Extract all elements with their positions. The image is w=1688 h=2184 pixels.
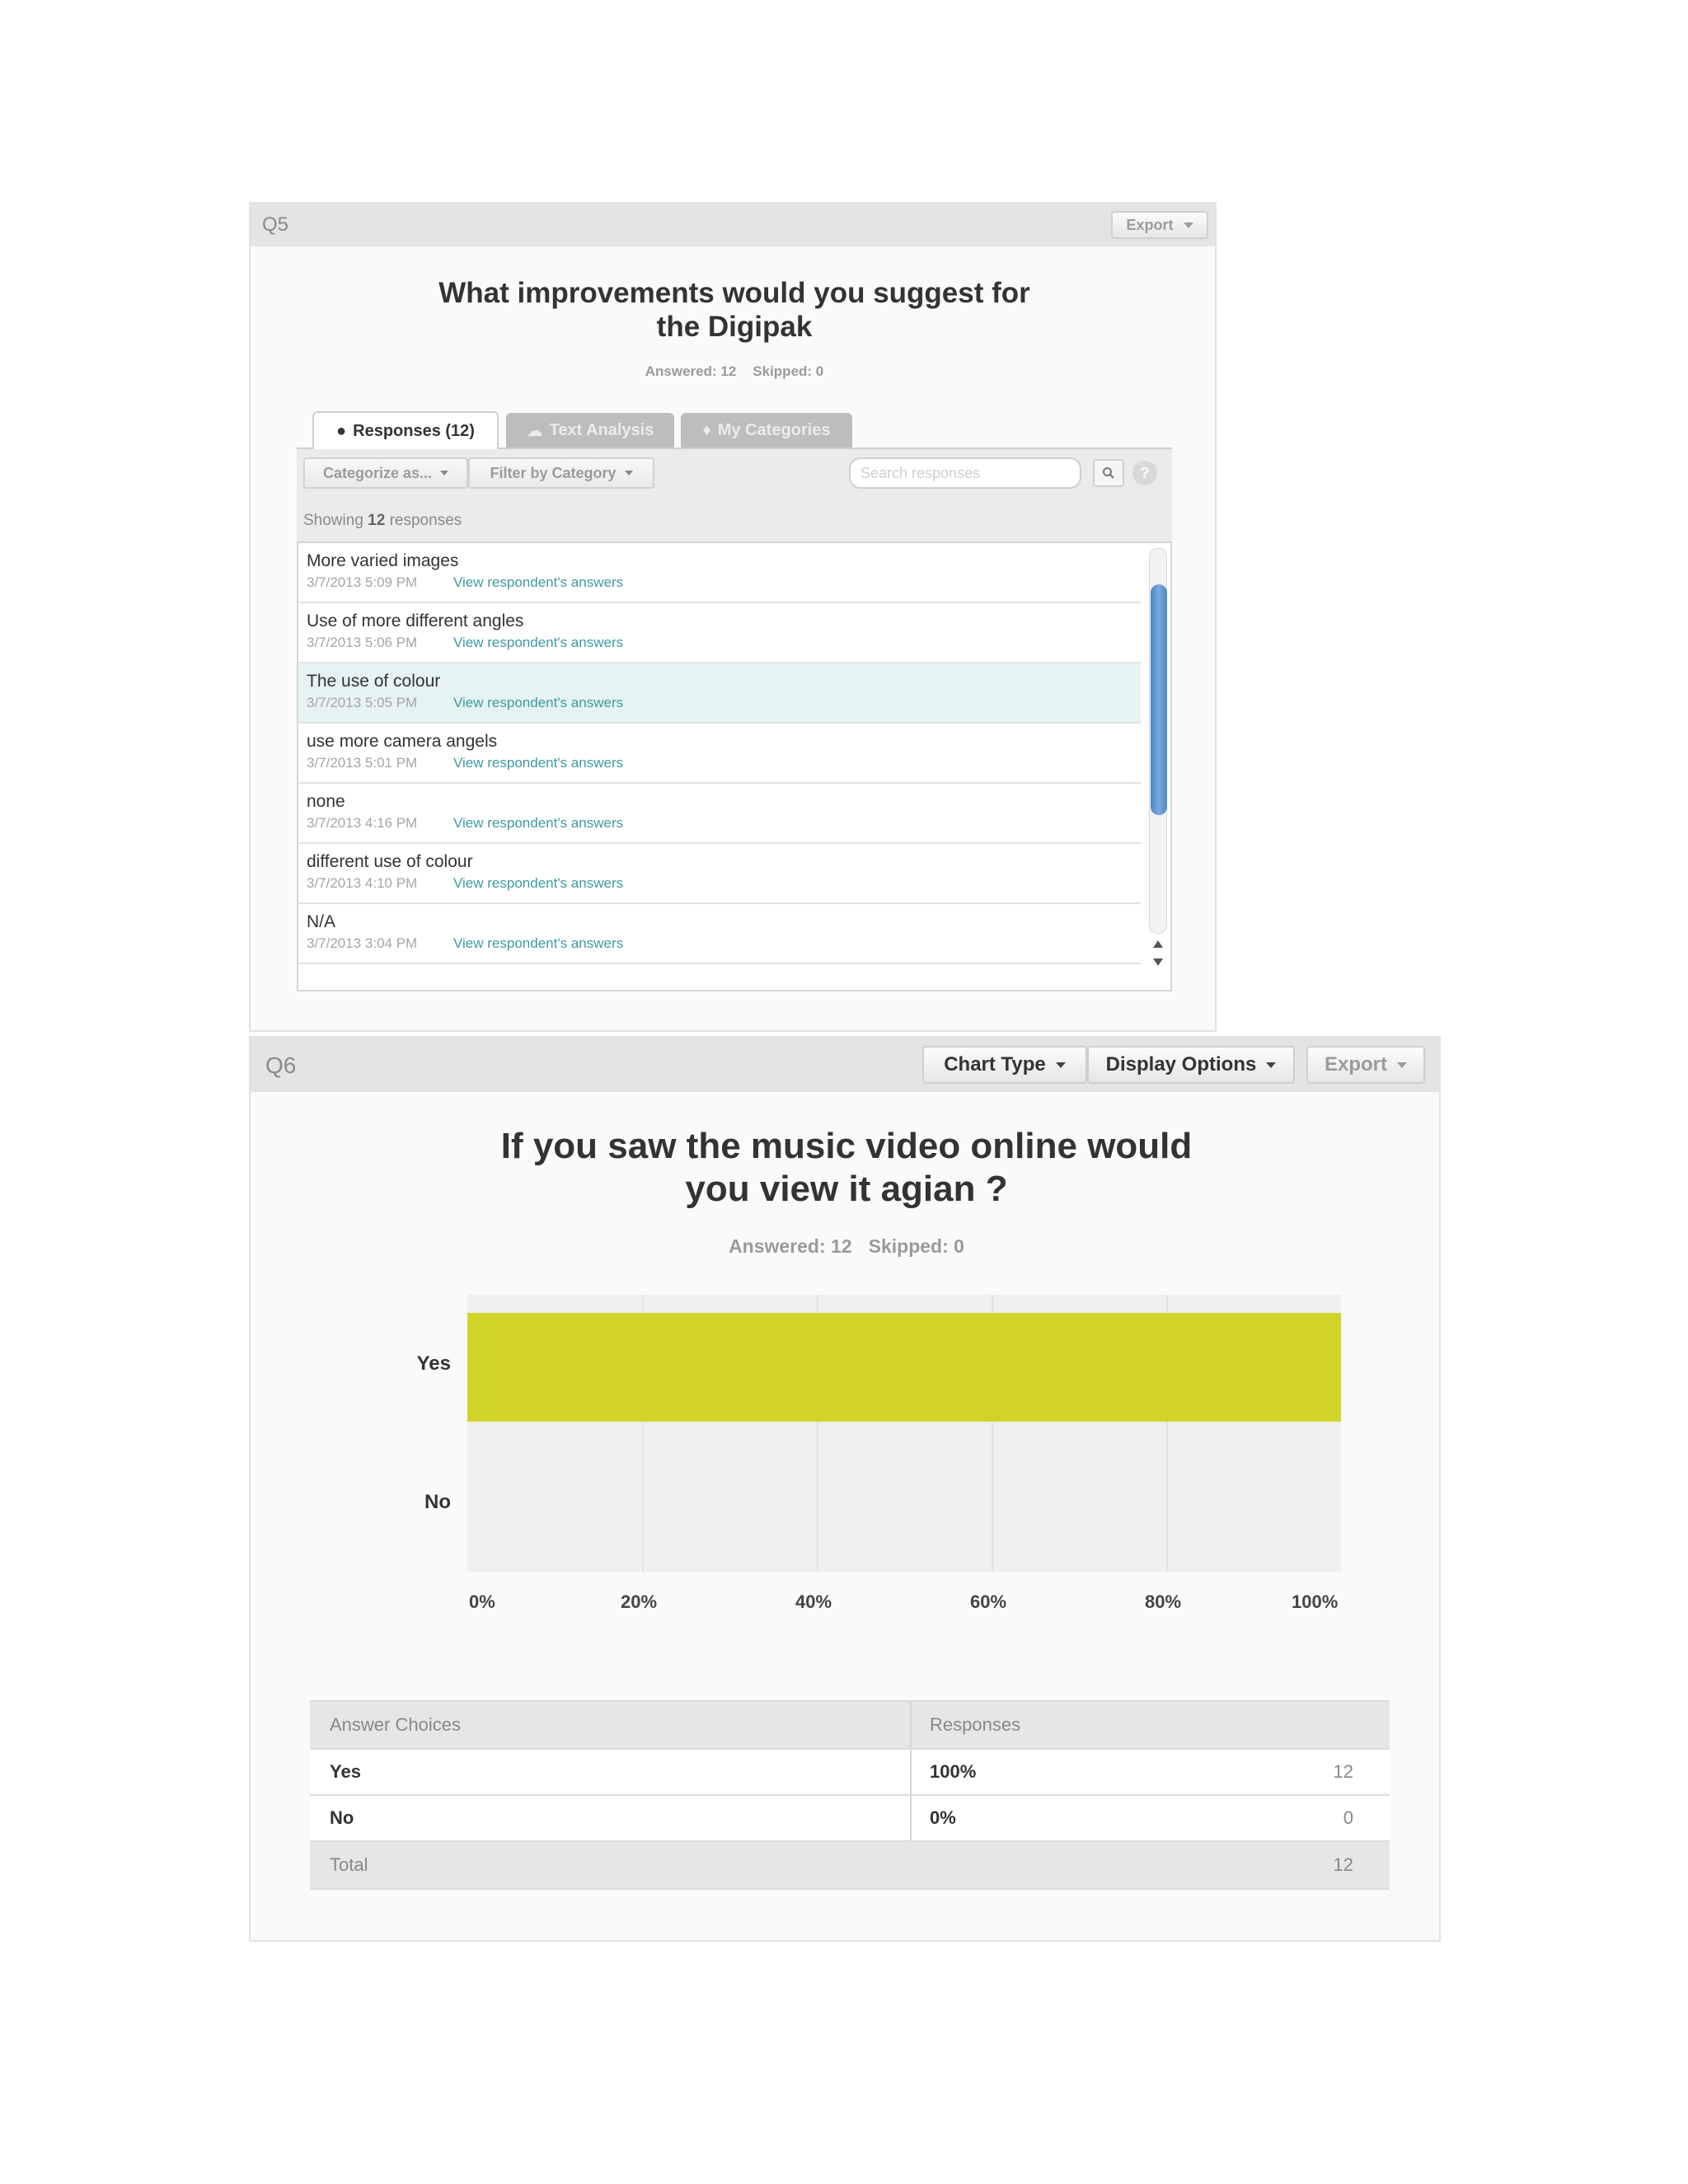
- q5-title-line1: What improvements would you suggest for: [438, 277, 1030, 309]
- header-responses: Responses: [930, 1714, 1021, 1735]
- response-date: 3/7/2013 4:10 PM: [307, 875, 418, 891]
- showing-count-text: [303, 512, 462, 530]
- response-date: 3/7/2013 5:09 PM: [307, 574, 418, 590]
- header-answer-choices: Answer Choices: [330, 1714, 461, 1735]
- responses-toolbar: [297, 449, 1172, 541]
- scrollbar-thumb[interactable]: [1151, 584, 1167, 815]
- categorize-as-dropdown[interactable]: [303, 457, 468, 489]
- q6-panel: [249, 1036, 1441, 1942]
- filter-by-category-dropdown[interactable]: [468, 457, 654, 489]
- y-tick-label: No: [424, 1491, 451, 1513]
- x-tick-label: 100%: [1292, 1591, 1339, 1612]
- row-count: 12: [1333, 1761, 1353, 1782]
- row-count: 0: [1343, 1807, 1353, 1828]
- x-tick-label: 80%: [1145, 1591, 1182, 1612]
- list-item[interactable]: [298, 663, 1141, 724]
- q5-title-line2: the Digipak: [656, 311, 813, 343]
- chart-type-label: Chart Type: [944, 1053, 1046, 1076]
- list-item[interactable]: [298, 844, 1141, 904]
- q6-skipped: Skipped: 0: [868, 1235, 964, 1257]
- view-respondent-answers-link[interactable]: View respondent's answers: [453, 935, 624, 951]
- response-text: different use of colour: [307, 852, 473, 871]
- list-item[interactable]: [298, 904, 1141, 964]
- response-date: 3/7/2013 5:05 PM: [307, 695, 418, 710]
- column-divider: [910, 1702, 912, 1748]
- x-tick-label: 20%: [621, 1591, 658, 1612]
- search-placeholder: Search responses: [860, 464, 981, 481]
- q5-header: [251, 204, 1215, 246]
- q5-answered: Answered: 12: [645, 363, 737, 379]
- q5-label: Q5: [262, 213, 289, 236]
- list-item[interactable]: [298, 784, 1141, 844]
- list-item[interactable]: [298, 724, 1141, 784]
- display-options-label: Display Options: [1105, 1053, 1257, 1076]
- view-respondent-answers-link[interactable]: View respondent's answers: [453, 695, 624, 710]
- response-text: Use of more different angles: [307, 612, 524, 630]
- tab-my-categories-label: My Categories: [717, 420, 831, 439]
- cloud-icon: ☁: [526, 421, 543, 440]
- response-date: 3/7/2013 4:16 PM: [307, 815, 418, 831]
- response-text: none: [307, 792, 345, 811]
- bar-chart: [251, 1038, 1442, 1631]
- chevron-down-icon: [625, 471, 633, 476]
- view-respondent-answers-link[interactable]: View respondent's answers: [453, 875, 624, 891]
- y-tick-label: Yes: [416, 1352, 451, 1375]
- row-choice: No: [330, 1807, 354, 1828]
- tab-my-categories[interactable]: [681, 413, 852, 448]
- search-button[interactable]: [1093, 459, 1124, 487]
- table-header-row: [310, 1700, 1390, 1750]
- chevron-down-icon: [1184, 223, 1193, 228]
- x-tick-label: 60%: [970, 1591, 1007, 1612]
- q5-question-title: [251, 276, 1218, 344]
- q6-label: Q6: [265, 1052, 297, 1078]
- categorize-as-label: Categorize as...: [322, 464, 433, 481]
- tab-text-analysis-label: Text Analysis: [549, 420, 654, 439]
- row-percent: 0%: [930, 1807, 956, 1828]
- response-date: 3/7/2013 3:04 PM: [307, 935, 418, 951]
- scroll-down-arrow-icon[interactable]: [1153, 958, 1163, 966]
- search-responses-input[interactable]: [849, 457, 1081, 489]
- response-date: 3/7/2013 5:01 PM: [307, 755, 418, 771]
- response-text: More varied images: [307, 551, 459, 570]
- answer-summary-table: [310, 1700, 1390, 1890]
- list-item[interactable]: [298, 543, 1141, 603]
- view-respondent-answers-link[interactable]: View respondent's answers: [453, 815, 624, 831]
- showing-prefix: Showing: [303, 512, 363, 529]
- response-text: use more camera angels: [307, 732, 498, 751]
- view-respondent-answers-link[interactable]: View respondent's answers: [453, 755, 624, 771]
- bar-yes[interactable]: [467, 1313, 1341, 1422]
- row-choice: Yes: [330, 1761, 361, 1782]
- total-label: Total: [330, 1854, 368, 1875]
- tab-responses-label: Responses (12): [353, 421, 475, 440]
- q6-export-label: Export: [1324, 1053, 1387, 1076]
- help-icon-label: ?: [1140, 464, 1150, 481]
- q5-export-button[interactable]: [1111, 211, 1208, 239]
- chevron-down-icon: [440, 471, 448, 476]
- showing-count: 12: [368, 512, 386, 529]
- response-text: N/A: [307, 912, 336, 931]
- column-divider: [910, 1750, 912, 1794]
- view-respondent-answers-link[interactable]: View respondent's answers: [453, 635, 624, 650]
- total-value: 12: [1333, 1854, 1353, 1875]
- list-item[interactable]: [298, 603, 1141, 663]
- table-row: [310, 1750, 1390, 1796]
- response-list[interactable]: [297, 541, 1172, 991]
- q5-skipped: Skipped: 0: [753, 363, 824, 379]
- q5-panel: [249, 202, 1217, 1032]
- tab-text-analysis[interactable]: [506, 413, 674, 448]
- table-row: [310, 1796, 1390, 1842]
- showing-suffix: responses: [389, 512, 462, 529]
- q5-stats: [251, 363, 1218, 380]
- q5-export-label: Export: [1126, 216, 1174, 233]
- tag-icon: ♦: [702, 420, 711, 439]
- x-tick-label: 0%: [469, 1591, 495, 1612]
- column-divider: [910, 1796, 912, 1840]
- q6-answered: Answered: 12: [729, 1235, 852, 1257]
- row-percent: 100%: [930, 1761, 977, 1782]
- view-respondent-answers-link[interactable]: View respondent's answers: [453, 574, 624, 590]
- chart-plot-area: [467, 1295, 1341, 1572]
- tab-responses[interactable]: [312, 411, 499, 449]
- x-tick-label: 40%: [795, 1591, 832, 1612]
- table-total-row: [310, 1842, 1390, 1890]
- scroll-up-arrow-icon[interactable]: [1153, 940, 1163, 948]
- list-item-partial[interactable]: [298, 964, 1141, 991]
- q6-title-line1: If you saw the music video online would: [500, 1126, 1193, 1166]
- search-icon: [1102, 466, 1115, 480]
- q6-title-line2: you view it agian ?: [685, 1169, 1008, 1209]
- speech-bubble-icon: ●: [336, 421, 347, 440]
- filter-by-category-label: Filter by Category: [490, 464, 617, 481]
- response-date: 3/7/2013 5:06 PM: [307, 635, 418, 650]
- response-text: The use of colour: [307, 672, 441, 691]
- help-icon[interactable]: [1132, 461, 1157, 485]
